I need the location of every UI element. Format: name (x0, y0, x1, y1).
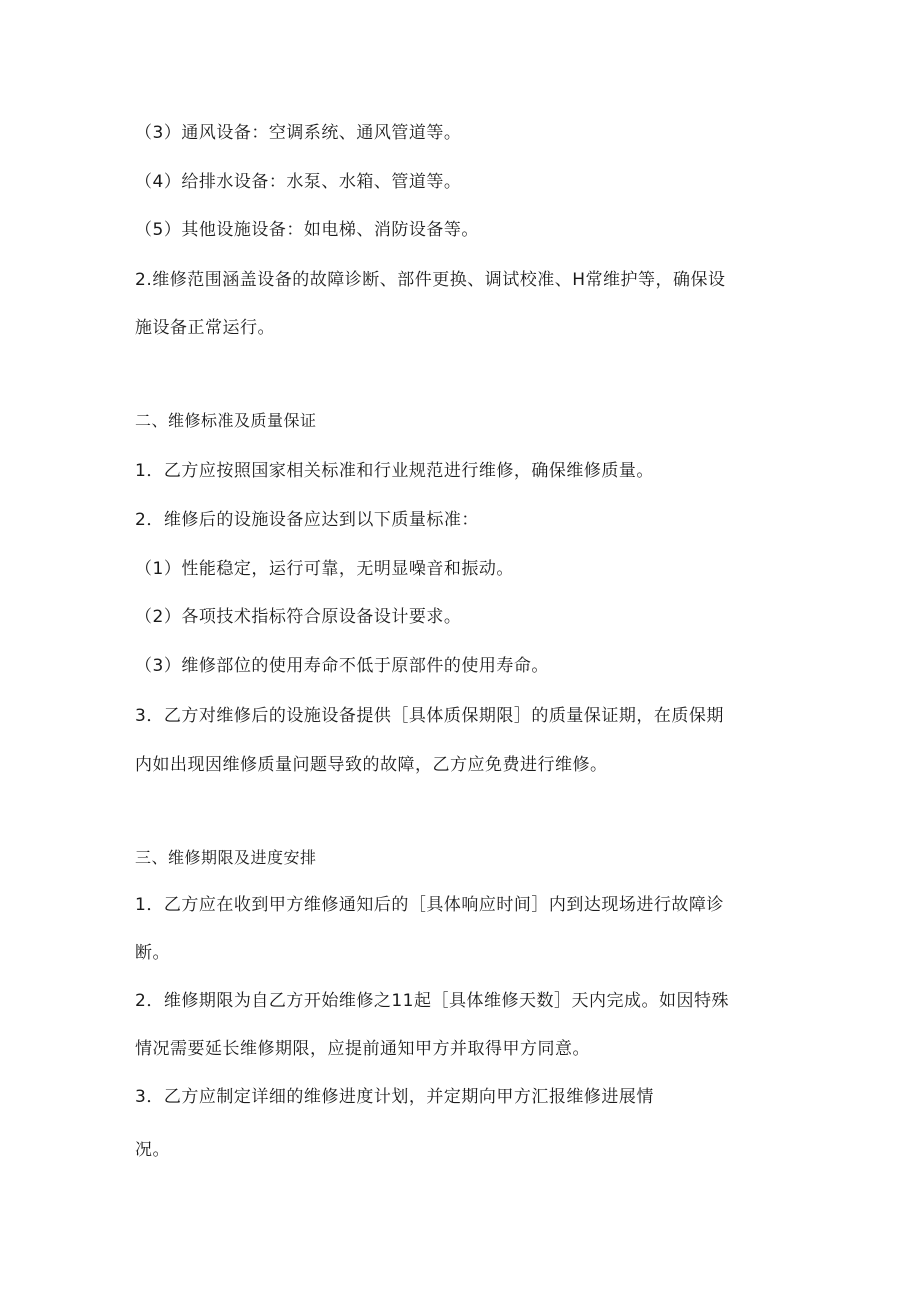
list-item-technical-specs: （2）各项技术指标符合原设备设计要求。 (135, 607, 462, 627)
list-item-water-supply: （4）给排水设备：水泵、水箱、管道等。 (135, 172, 462, 192)
list-item-performance: （1）性能稳定，运行可靠，无明显噪音和振动。 (135, 559, 514, 579)
paragraph-quality-1: 1．乙方应按照国家相关标准和行业规范进行维修，确保维修质量。 (135, 461, 654, 481)
paragraph-scope-line-1: 2.维修范围涵盖设备的故障诊断、部件更换、调试校准、H常维护等，确保设 (135, 270, 726, 290)
list-item-ventilation: （3）通风设备：空调系统、通风管道等。 (135, 123, 462, 143)
paragraph-schedule-1-line-2: 断。 (135, 943, 170, 963)
section-heading-schedule: 三、维修期限及进度安排 (135, 848, 317, 867)
list-item-other-facilities: （5）其他设施设备：如电梯、消防设备等。 (135, 220, 479, 240)
paragraph-warranty-line-1: 3．乙方对维修后的设施设备提供［具体质保期限］的质量保证期，在质保期 (135, 706, 724, 726)
paragraph-schedule-2-line-1: 2．维修期限为自乙方开始维修之11起［具体维修天数］天内完成。如因特殊 (135, 991, 729, 1011)
section-heading-quality: 二、维修标准及质量保证 (135, 411, 317, 430)
paragraph-warranty-line-2: 内如出现因维修质量问题导致的故障，乙方应免费进行维修。 (135, 755, 608, 775)
paragraph-schedule-2-line-2: 情况需要延长维修期限，应提前通知甲方并取得甲方同意。 (135, 1039, 590, 1059)
paragraph-scope-line-2: 施设备正常运行。 (135, 318, 275, 338)
paragraph-schedule-3-line-2: 况。 (135, 1140, 170, 1160)
paragraph-schedule-3-line-1: 3．乙方应制定详细的维修进度计划，并定期向甲方汇报维修进展情 (135, 1087, 654, 1107)
paragraph-schedule-1-line-1: 1．乙方应在收到甲方维修通知后的［具体响应时间］内到达现场进行故障诊 (135, 895, 724, 915)
list-item-service-life: （3）维修部位的使用寿命不低于原部件的使用寿命。 (135, 656, 549, 676)
paragraph-quality-2: 2．维修后的设施设备应达到以下质量标准： (135, 510, 479, 530)
